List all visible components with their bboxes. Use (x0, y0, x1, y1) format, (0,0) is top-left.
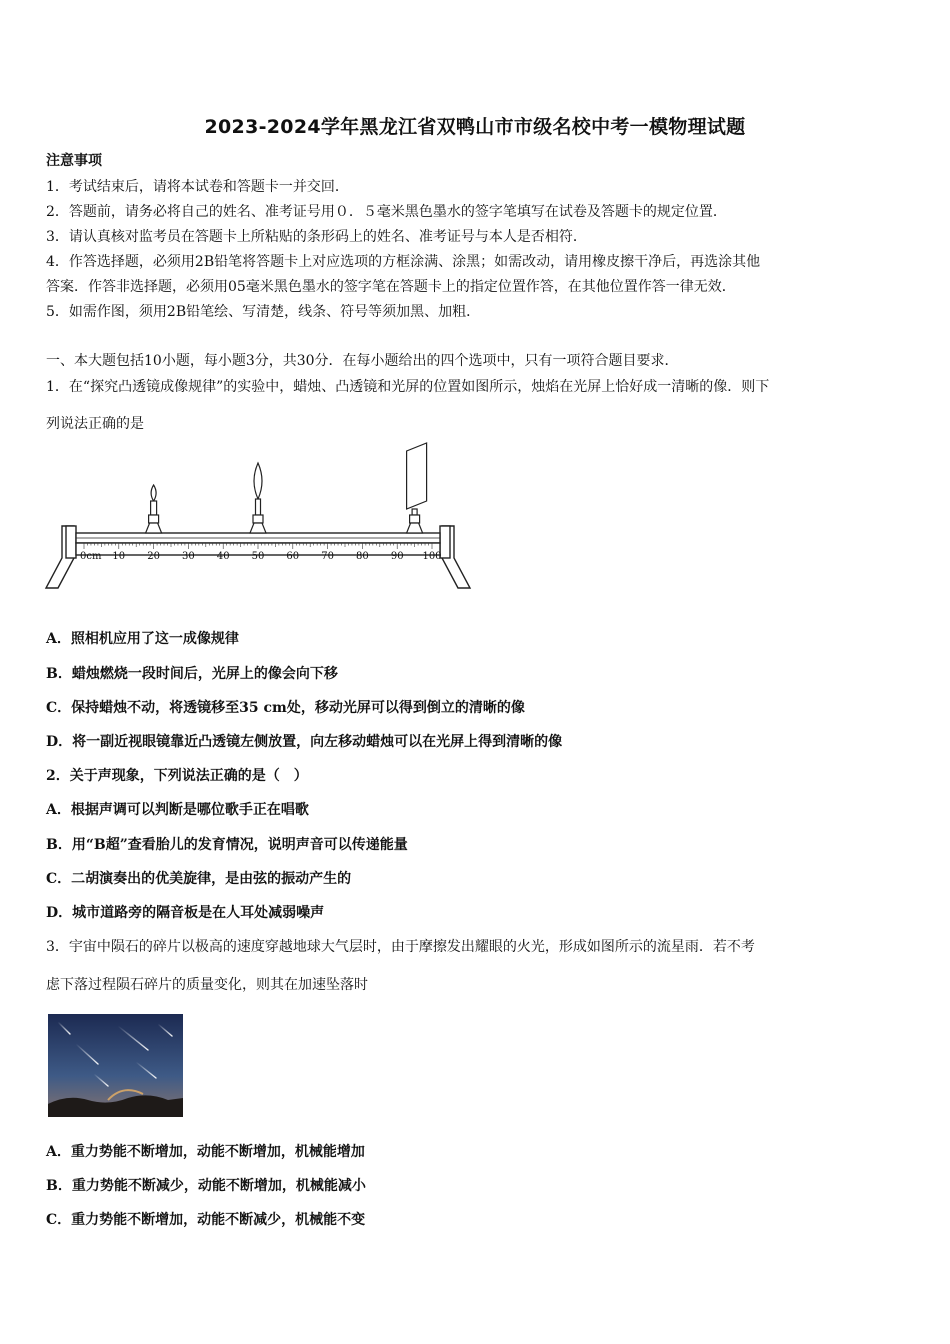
question-1-option-a: A．照相机应用了这一成像规律 (46, 631, 239, 647)
question-1-stem-cont: 列说法正确的是 (46, 416, 144, 432)
notice-item: 3．请认真核对监考员在答题卡上所粘贴的条形码上的姓名、准考证号与本人是否相符． (46, 229, 587, 245)
notice-item: 2．答题前，请务必将自己的姓名、准考证号用０．５毫米黑色墨水的签字笔填写在试卷及答题卡的规定位置． (46, 204, 727, 220)
question-2-option-d: D．城市道路旁的隔音板是在人耳处减弱噪声 (46, 905, 325, 921)
notice-item: 1．考试结束后，请将本试卷和答题卡一并交回． (46, 179, 349, 195)
candle-body (151, 501, 157, 515)
lens-stem (256, 499, 261, 515)
ruler-tick-label: 80 (356, 551, 369, 562)
lens-shape (254, 463, 262, 499)
ruler-tick-label: 60 (286, 551, 300, 562)
ruler-tick-label: 30 (182, 551, 195, 562)
ruler-tick-label: 100 (422, 551, 442, 562)
question-2-stem: 2．关于声现象，下列说法正确的是（ ） (46, 768, 308, 784)
question-3-stem-cont: 虑下落过程陨石碎片的质量变化，则其在加速坠落时 (46, 977, 368, 993)
question-1-option-d: D．将一副近视眼镜靠近凸透镜左侧放置，向左移动蜡烛可以在光屏上得到清晰的像 (46, 734, 563, 750)
lens-base (250, 523, 266, 533)
question-1-option-b: B．蜡烛燃烧一段时间后，光屏上的像会向下移 (46, 666, 338, 682)
notice-item: 答案．作答非选择题，必须用05毫米黑色墨水的签字笔在答题卡上的指定位置作答，在其他位置作答一律无效． (46, 279, 736, 295)
question-3-stem: 3．宇宙中陨石的碎片以极高的速度穿越地球大气层时，由于摩擦发出耀眼的火光，形成如图所示的流星雨．若不考 (46, 939, 755, 955)
left-end-block (66, 526, 76, 558)
ruler-unit-label: 0cm (80, 551, 102, 562)
ruler-tick-label: 40 (216, 551, 230, 562)
question-2-option-b: B．用“B超”查看胎儿的发育情况，说明声音可以传递能量 (46, 837, 408, 853)
notice-heading: 注意事项 (46, 153, 102, 169)
question-2-option-c: C．二胡演奏出的优美旋律，是由弦的振动产生的 (46, 871, 352, 887)
section-header: 一、本大题包括10小题，每小题3分，共30分．在每小题给出的四个选项中，只有一项符合题目要求． (46, 353, 679, 369)
convex-lens (250, 463, 266, 533)
question-3-option-b: B．重力势能不断减少，动能不断增加，机械能减小 (46, 1178, 366, 1194)
notice-item: 5．如需作图，须用2B铅笔绘、写清楚，线条、符号等须加黑、加粗． (46, 304, 481, 320)
candle-holder (149, 515, 159, 523)
lens-holder (253, 515, 263, 523)
screen-panel (407, 443, 427, 509)
candle-flame (151, 485, 156, 501)
ruler-tick-label: 10 (112, 551, 126, 562)
question-1-stem: 1．在“探究凸透镜成像规律”的实验中，蜡烛、凸透镜和光屏的位置如图所示，烛焰在光屏上恰好成一清晰的像．则下 (46, 379, 770, 395)
question-3-option-c: C．重力势能不断增加，动能不断减少，机械能不变 (46, 1212, 366, 1228)
candle-base (146, 523, 162, 533)
optical-bench-figure (44, 440, 474, 595)
meteor-shower-image (48, 1014, 183, 1117)
ruler-tick-label: 50 (251, 551, 265, 562)
ruler-tick-label: 20 (147, 551, 160, 562)
light-screen (407, 443, 427, 533)
page-title: 2023-2024学年黑龙江省双鸭山市市级名校中考一模物理试题 (204, 116, 746, 138)
question-2-option-a: A．根据声调可以判断是哪位歌手正在唱歌 (46, 802, 309, 818)
candle (146, 485, 162, 533)
notice-item: 4．作答选择题，必须用2B铅笔将答题卡上对应选项的方框涂满、涂黑；如需改动，请用橡皮擦干净后，再选涂其他 (46, 254, 761, 270)
screen-base (407, 523, 423, 533)
screen-stem (412, 509, 417, 515)
ruler-tick-label: 90 (390, 551, 404, 562)
ruler-tick-label: 70 (321, 551, 334, 562)
screen-holder (410, 515, 420, 523)
question-3-option-a: A．重力势能不断增加，动能不断增加，机械能增加 (46, 1144, 365, 1160)
question-1-option-c: C．保持蜡烛不动，将透镜移至35 cm处，移动光屏可以得到倒立的清晰的像 (46, 700, 525, 716)
